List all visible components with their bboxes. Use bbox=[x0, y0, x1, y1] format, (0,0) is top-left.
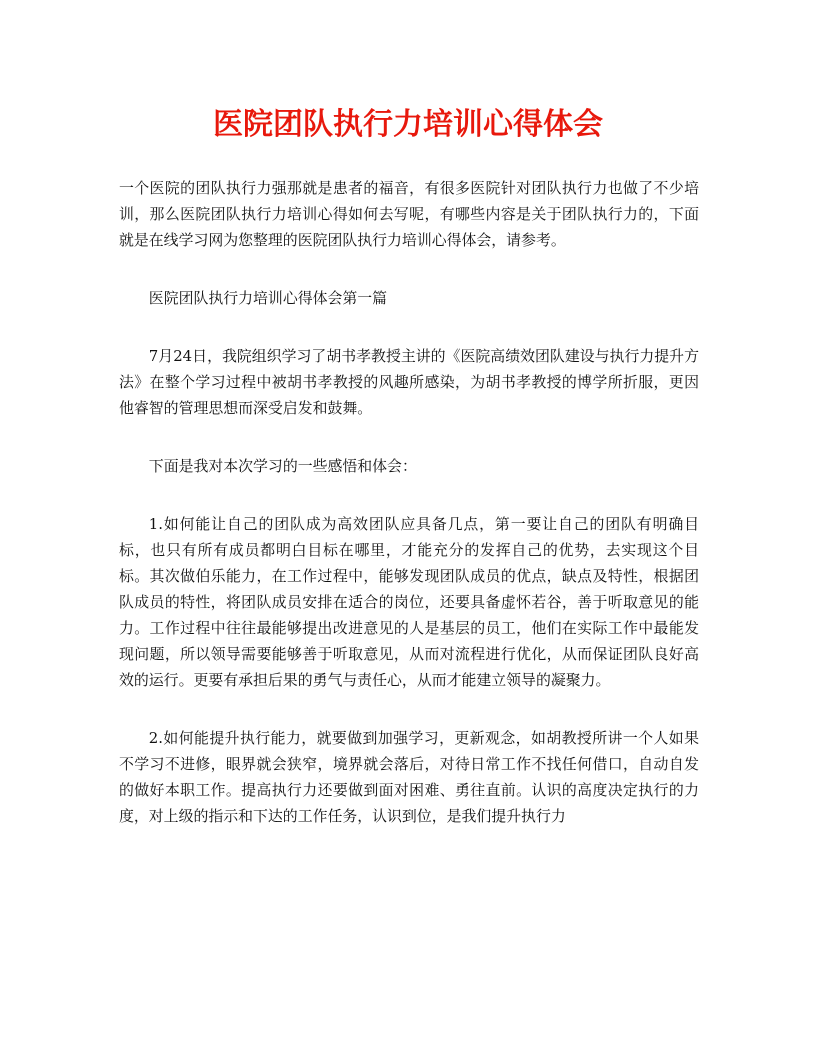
paragraph-reflections-lead: 下面是我对本次学习的一些感悟和体会： bbox=[148, 457, 417, 475]
paragraph-point-1: 1.如何能让自己的团队成为高效团队应具备几点，第一要让自己的团队有明确目标，也只有所有成员都明白目标在哪里，才能充分的发挥自己的优势，去实现这个目标。其次做伯乐能力，在工作过程中，能够发现团队成员的优点，缺点及特性，根据团队成员的特性，将团队成员安排在适合的岗位，还要具备虚怀若谷，善于听取意见的能力。工作过程中往往最能够提出改进意见的人是基层的员工，他们在实际工作中最能发现问题，所以领导需要能够善于听取意见，从而对流程进行优化，从而保证团队良好高效的运行。更要有承担后果的勇气与责任心，从而才能建立领导的凝聚力。 bbox=[119, 515, 699, 689]
paragraph-intro: 一个医院的团队执行力强那就是患者的福音，有很多医院针对团队执行力也做了不少培训，那么医院团队执行力培训心得如何去写呢，有哪些内容是关于团队执行力的，下面就是在线学习网为您整理的医院团队执行力培训心得体会，请参考。 bbox=[119, 179, 699, 249]
paragraph-point-2: 2.如何能提升执行能力，就要做到加强学习，更新观念，如胡教授所讲一个人如果不学习不进修，眼界就会狭窄，境界就会落后，对待日常工作不找任何借口，自动自发的做好本职工作。提高执行力还要做到面对困难、勇往直前。认识的高度决定执行的力度，对上级的指示和下达的工作任务，认识到位，是我们提升执行力 bbox=[119, 729, 699, 825]
paragraph-section-heading: 医院团队执行力培训心得体会第一篇 bbox=[148, 289, 388, 307]
document-title: 医院团队执行力培训心得体会 bbox=[213, 107, 603, 142]
paragraph-study-event: 7月24日，我院组织学习了胡书孝教授主讲的《医院高绩效团队建设与执行力提升方法》在整个学习过程中被胡书孝教授的风趣所感染，为胡书孝教授的博学所折服，更因他睿智的管理思想而深受启发和鼓舞。 bbox=[119, 347, 699, 417]
document-body bbox=[119, 175, 699, 861]
